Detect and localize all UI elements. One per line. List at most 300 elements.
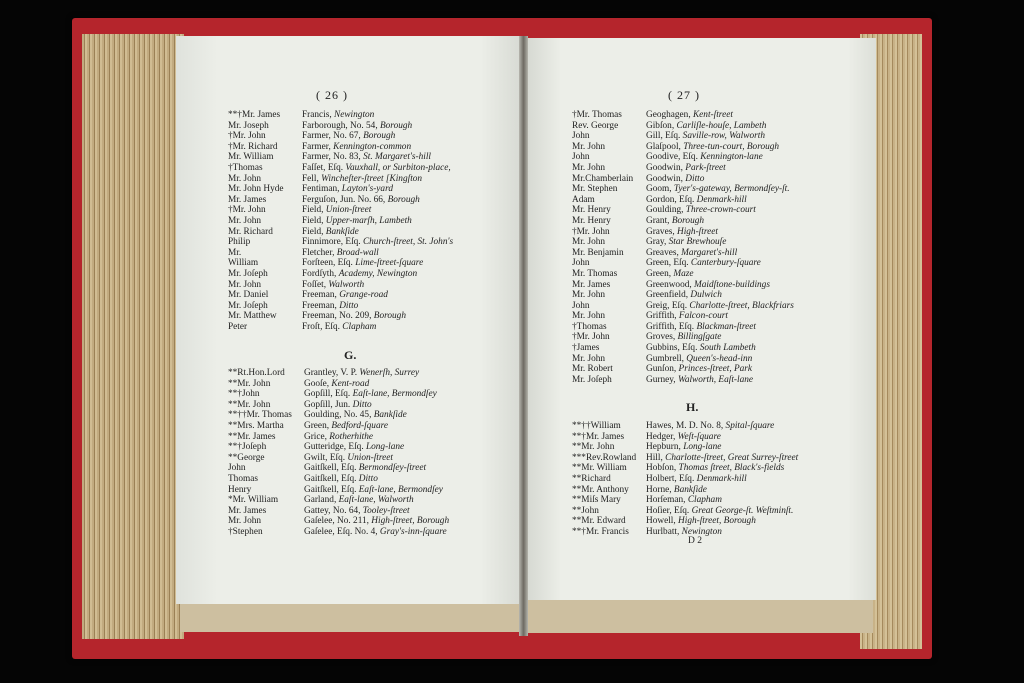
subscriber-detail bbox=[646, 453, 798, 464]
address-text: Ditto bbox=[358, 473, 378, 484]
surname-text: Gopſill, Eſq. bbox=[304, 389, 353, 400]
subscriber-name: **Mr. James bbox=[228, 431, 276, 442]
surname-text: Gaſelee, Eſq. No. 4, bbox=[304, 526, 380, 537]
subscriber-detail bbox=[304, 421, 388, 432]
surname-text: Freeman, No. 209, bbox=[302, 311, 374, 322]
address-text: Maidſtone-buildings bbox=[694, 279, 770, 290]
surname-text: Gooſe, bbox=[304, 378, 332, 389]
surname-text: Goodwin, bbox=[646, 162, 686, 173]
surname-text: Horne, bbox=[646, 484, 674, 495]
address-text: St. Margaret's-hill bbox=[363, 152, 432, 163]
address-text: High-ſtreet bbox=[676, 226, 718, 237]
subscriber-detail bbox=[302, 269, 417, 280]
address-text: Charlotte-ſtreet, Blackfriars bbox=[689, 300, 794, 311]
subscriber-name: Mr. Joseph bbox=[228, 120, 269, 131]
surname-text: Fletcher, bbox=[302, 247, 337, 258]
address-text: Falcon-court bbox=[678, 311, 728, 322]
address-text: Bermondſey-ſtreet bbox=[358, 463, 427, 474]
address-text: Gray's-inn-ſquare bbox=[379, 526, 447, 537]
subscriber-detail bbox=[302, 142, 411, 153]
subscriber-detail bbox=[304, 432, 373, 443]
subscriber-detail bbox=[646, 485, 707, 496]
subscriber-detail bbox=[304, 474, 378, 485]
subscriber-name: †Mr. John bbox=[572, 332, 610, 343]
subscriber-name: ***Rev.Rowland bbox=[572, 452, 637, 463]
surname-text: Field, bbox=[302, 226, 326, 237]
subscriber-name: Mr. Joſeph bbox=[228, 268, 268, 279]
subscriber-name: **Mr. William bbox=[572, 463, 627, 474]
subscriber-name: Mr. James bbox=[228, 505, 267, 516]
subscriber-name: Adam bbox=[572, 194, 595, 205]
surname-text: Hill, bbox=[646, 452, 666, 463]
subscriber-name: †Mr. Richard bbox=[228, 141, 278, 152]
surname-text: Green, bbox=[646, 268, 674, 279]
subscriber-name: Mr. John bbox=[228, 279, 262, 290]
address-text: Denmark-hill bbox=[696, 473, 747, 484]
address-text: Blackman-ſtreet bbox=[696, 321, 756, 332]
subscriber-name: **†Mr. James bbox=[228, 110, 281, 120]
surname-text: Froſt, Eſq. bbox=[302, 321, 343, 332]
subscriber-name: †Mr. Thomas bbox=[572, 110, 622, 120]
subscriber-name: Mr. John bbox=[572, 141, 606, 152]
surname-text: Grant, bbox=[646, 215, 672, 226]
subscriber-detail bbox=[646, 290, 722, 301]
subscriber-name: **†John bbox=[228, 389, 260, 400]
surname-text: Goulding, bbox=[646, 205, 686, 216]
subscriber-name: Mr. John bbox=[572, 353, 606, 364]
subscriber-detail bbox=[302, 311, 406, 322]
address-text: Vauxhall, or Surbiton-place, bbox=[345, 162, 451, 173]
surname-text: Griffith, bbox=[646, 311, 679, 322]
subscriber-name: Mr. Robert bbox=[572, 364, 613, 375]
surname-text: Griffith, Eſq. bbox=[646, 321, 697, 332]
subscriber-detail bbox=[302, 184, 393, 195]
subscriber-name: Mr. Henry bbox=[572, 215, 611, 226]
subscriber-detail bbox=[646, 163, 726, 174]
subscriber-name: Mr. John bbox=[228, 173, 262, 184]
subscriber-name: Mr. Thomas bbox=[572, 268, 618, 279]
surname-text: Freeman, bbox=[302, 300, 340, 311]
subscriber-name: †Thomas bbox=[228, 162, 263, 173]
subscriber-detail bbox=[646, 174, 704, 185]
surname-text: Gwilt, Eſq. bbox=[304, 452, 348, 463]
surname-text: Ferguſon, Jun. No. 66, bbox=[302, 194, 388, 205]
page-number-right: ( 27 ) bbox=[668, 88, 700, 102]
address-text: Newington bbox=[334, 110, 375, 120]
address-text: Broad-wall bbox=[336, 247, 379, 258]
right-page bbox=[526, 38, 876, 600]
subscriber-name: William bbox=[228, 258, 259, 269]
subscriber-detail bbox=[646, 354, 752, 365]
address-text: Kennington-common bbox=[333, 141, 412, 152]
subscriber-detail bbox=[646, 474, 747, 485]
subscriber-detail bbox=[304, 506, 410, 517]
subscriber-detail bbox=[304, 516, 449, 527]
surname-text: Greenfield, bbox=[646, 290, 691, 301]
surname-text: Glaſpool, bbox=[646, 141, 684, 152]
subscriber-detail bbox=[646, 269, 694, 280]
address-text: Walworth bbox=[328, 279, 365, 290]
surname-text: Garland, bbox=[304, 495, 339, 506]
subscriber-detail bbox=[304, 453, 393, 464]
address-text: Long-lane bbox=[365, 442, 405, 453]
subscriber-name: **†Joſeph bbox=[228, 442, 267, 453]
subscriber-name: Philip bbox=[228, 237, 251, 248]
surname-text: Freeman, bbox=[302, 290, 340, 301]
subscriber-name: Mr. Joſeph bbox=[572, 374, 612, 385]
underlying-pages-left bbox=[180, 600, 522, 632]
address-text: Church-ſtreet, St. John's bbox=[362, 237, 454, 248]
subscriber-name: Mr. John bbox=[572, 311, 606, 322]
surname-text: Goodive, Eſq. bbox=[646, 152, 701, 163]
subscriber-name: Mr. Benjamin bbox=[572, 247, 624, 258]
surname-text: Field, bbox=[302, 205, 326, 216]
surname-text: Green, bbox=[304, 420, 332, 431]
subscriber-detail bbox=[304, 442, 404, 453]
surname-text: Gutteridge, Eſq. bbox=[304, 442, 366, 453]
subscriber-detail bbox=[304, 389, 437, 400]
subscriber-detail bbox=[646, 121, 766, 132]
underlying-pages-right bbox=[528, 595, 873, 633]
surname-text: Finnimore, Eſq. bbox=[302, 237, 363, 248]
address-text: Wincheſter-ſtreet [Kingſton bbox=[321, 173, 423, 184]
surname-text: Farmer, No. 83, bbox=[302, 152, 364, 163]
address-text: Kennington-lane bbox=[700, 152, 763, 163]
subscriber-name: Mr. James bbox=[228, 194, 267, 205]
address-text: Ditto bbox=[339, 300, 359, 311]
address-text: Union-ſtreet bbox=[347, 452, 394, 463]
subscriber-detail bbox=[304, 379, 369, 390]
address-text: Three-tun-court, Borough bbox=[683, 141, 780, 152]
subscriber-name: *Mr. William bbox=[228, 495, 279, 506]
subscriber-name: Mr. Daniel bbox=[228, 290, 269, 301]
subscriber-name: Peter bbox=[228, 321, 248, 332]
subscriber-name: Mr. John Hyde bbox=[228, 184, 284, 195]
surname-text: Foſſet, bbox=[302, 279, 329, 290]
subscriber-name: John bbox=[572, 300, 590, 311]
subscriber-detail bbox=[646, 432, 721, 443]
subscriber-name: **Mr. Anthony bbox=[572, 484, 629, 495]
address-text: Billingſgate bbox=[677, 332, 722, 343]
address-text: Princes-ſtreet, Park bbox=[678, 364, 753, 375]
address-text: Borough bbox=[379, 120, 413, 131]
subscriber-detail bbox=[302, 280, 364, 291]
address-text: Bankſide bbox=[673, 484, 707, 495]
address-text: Kent-ſtreet bbox=[692, 110, 733, 120]
surname-text: Hepburn, bbox=[646, 442, 684, 453]
subscriber-detail bbox=[304, 485, 443, 496]
subscriber-name: John bbox=[228, 463, 246, 474]
surname-text: Greig, Eſq. bbox=[646, 300, 690, 311]
subscriber-name: †Stephen bbox=[228, 526, 263, 537]
subscriber-name: †Thomas bbox=[572, 321, 607, 332]
address-text: Borough bbox=[671, 215, 705, 226]
subscriber-name: **Mr. Edward bbox=[572, 516, 626, 527]
subscriber-name: John bbox=[572, 258, 590, 269]
surname-text: Fell, bbox=[302, 173, 322, 184]
subscriber-name: Mr. John bbox=[572, 237, 606, 248]
surname-text: Horſeman, bbox=[646, 495, 688, 506]
address-text: Ditto bbox=[352, 399, 372, 410]
subscriber-detail bbox=[304, 527, 447, 538]
subscriber-detail bbox=[646, 301, 794, 312]
subscriber-name: **Mr. John bbox=[572, 442, 615, 453]
subscriber-detail bbox=[304, 410, 407, 421]
address-text: Walworth, Eaſt-lane bbox=[677, 374, 754, 385]
address-text: Bedford-ſquare bbox=[331, 420, 389, 431]
surname-text: Greenwood, bbox=[646, 279, 695, 290]
book-gutter bbox=[519, 36, 528, 636]
subscriber-detail bbox=[646, 322, 756, 333]
subscriber-detail bbox=[302, 131, 395, 142]
subscriber-detail bbox=[646, 463, 784, 474]
subscriber-name: Mr. John bbox=[228, 215, 262, 226]
surname-text: Hurlbatt, bbox=[646, 526, 682, 537]
subscriber-detail bbox=[646, 495, 722, 506]
surname-text: Gumbrell, bbox=[646, 353, 687, 364]
surname-text: Holbert, Eſq. bbox=[646, 473, 697, 484]
surname-text: Gopſill, Jun. bbox=[304, 399, 353, 410]
subscriber-name: †Mr. John bbox=[572, 226, 610, 237]
surname-text: Green, Eſq. bbox=[646, 258, 691, 269]
address-text: Borough bbox=[373, 311, 406, 322]
address-text: Kent-road bbox=[331, 378, 370, 389]
subscriber-name: John bbox=[572, 131, 590, 142]
surname-text: Hawes, M. D. No. 8, bbox=[646, 421, 726, 431]
subscriber-name: Mr. John bbox=[228, 516, 262, 527]
surname-text: Gurney, bbox=[646, 374, 678, 385]
subscriber-detail bbox=[302, 110, 374, 121]
address-text: Great George-ſt. Weſtminſt. bbox=[691, 505, 794, 516]
surname-text: Groves, bbox=[646, 332, 678, 343]
address-text: Borough bbox=[363, 131, 396, 142]
left-page bbox=[176, 36, 522, 604]
surname-text: Goodwin, bbox=[646, 173, 686, 184]
subscriber-detail bbox=[302, 195, 420, 206]
surname-text: Goulding, No. 45, bbox=[304, 410, 374, 421]
subscriber-detail bbox=[646, 364, 752, 375]
surname-text: Francis, bbox=[302, 110, 335, 120]
surname-text: Gubbins, Eſq. bbox=[646, 343, 700, 354]
subscriber-detail bbox=[304, 400, 372, 411]
subscriber-name: **Mrs. Martha bbox=[228, 420, 284, 431]
surname-text: Farmer, No. 67, bbox=[302, 131, 364, 142]
address-text: Clapham bbox=[342, 321, 377, 332]
address-text: Park-ſtreet bbox=[685, 162, 726, 173]
subscriber-name: †James bbox=[572, 343, 600, 354]
surname-text: Gordon, Eſq. bbox=[646, 194, 697, 205]
subscriber-detail bbox=[304, 368, 419, 379]
address-text: Weſt-ſquare bbox=[677, 431, 721, 442]
subscriber-detail bbox=[302, 248, 379, 259]
subscriber-detail bbox=[646, 110, 733, 121]
subscriber-detail bbox=[302, 163, 451, 174]
surname-text: Gattey, No. 64, bbox=[304, 505, 363, 516]
subscriber-detail bbox=[646, 280, 770, 291]
subscriber-detail bbox=[302, 205, 371, 216]
subscriber-detail bbox=[646, 258, 761, 269]
subscriber-detail bbox=[646, 216, 704, 227]
address-text: Maze bbox=[673, 268, 694, 279]
subscriber-detail bbox=[302, 290, 388, 301]
address-text: Bankſide bbox=[325, 226, 359, 237]
subscriber-name: **Mr. John bbox=[228, 378, 271, 389]
surname-text: Fordſyth, bbox=[302, 268, 339, 279]
subscriber-name: **†Mr. Francis bbox=[572, 526, 629, 537]
address-text: Margaret's-hill bbox=[681, 247, 738, 258]
subscriber-name: **John bbox=[572, 505, 599, 516]
address-text: Wenerſh, Surrey bbox=[359, 368, 420, 378]
subscriber-detail bbox=[646, 152, 763, 163]
surname-text: Howell, bbox=[646, 516, 679, 527]
subscriber-name: Mr.Chamberlain bbox=[572, 173, 634, 184]
address-text: Ditto bbox=[685, 173, 705, 184]
subscriber-detail bbox=[646, 205, 756, 216]
subscriber-name: †Mr. John bbox=[228, 205, 266, 216]
surname-text: Field, bbox=[302, 215, 326, 226]
subscriber-name: **†Mr. James bbox=[572, 431, 625, 442]
surname-text: Hoſier, Eſq. bbox=[646, 505, 692, 516]
address-text: Eaſt-lane, Bermondſey bbox=[358, 484, 443, 495]
subscriber-name: Mr. James bbox=[572, 279, 611, 290]
surname-text: Gray, bbox=[646, 237, 669, 248]
subscriber-detail bbox=[646, 311, 728, 322]
surname-text: Graves, bbox=[646, 226, 677, 237]
subscriber-detail bbox=[302, 152, 431, 163]
surname-text: Gibſon, bbox=[646, 120, 677, 131]
subscriber-name: **Rt.Hon.Lord bbox=[228, 368, 285, 378]
subscriber-detail bbox=[646, 142, 779, 153]
subscriber-name: **Miſs Mary bbox=[572, 495, 621, 506]
surname-text: Fentiman, bbox=[302, 184, 342, 195]
surname-text: Hobſon, bbox=[646, 463, 679, 474]
subscriber-name: Mr. bbox=[228, 247, 242, 258]
subscriber-detail bbox=[646, 343, 756, 354]
subscriber-detail bbox=[646, 131, 765, 142]
address-text: Newington bbox=[681, 526, 722, 537]
address-text: Star Brewhouſe bbox=[668, 237, 727, 248]
subscriber-detail bbox=[302, 216, 412, 227]
surname-text: Greaves, bbox=[646, 247, 682, 258]
subscriber-name: †Mr. John bbox=[228, 131, 266, 142]
surname-text: Gaitſkell, Eſq. bbox=[304, 473, 359, 484]
subscriber-detail bbox=[646, 516, 756, 527]
subscriber-detail bbox=[646, 184, 790, 195]
subscriber-detail bbox=[302, 258, 423, 269]
address-text: Clapham bbox=[687, 495, 722, 506]
address-text: Carliſle-houſe, Lambeth bbox=[676, 120, 767, 131]
surname-text: Farmer, bbox=[302, 141, 334, 152]
section-heading-g: G. bbox=[344, 348, 357, 362]
surname-text: Grantley, V. P. bbox=[304, 368, 360, 378]
subscriber-detail bbox=[302, 322, 376, 333]
address-text: Union-ſtreet bbox=[325, 205, 372, 216]
subscriber-name: Mr. John bbox=[572, 162, 606, 173]
address-text: Eaſt-lane, Bermondſey bbox=[352, 389, 437, 400]
subscriber-detail bbox=[646, 195, 747, 206]
surname-text: Hedger, bbox=[646, 431, 678, 442]
subscriber-name: Thomas bbox=[228, 473, 258, 484]
subscriber-name: **††Mr. Thomas bbox=[228, 410, 292, 421]
surname-text: Gaitſkell, Eſq. bbox=[304, 484, 359, 495]
subscriber-name: **George bbox=[228, 452, 265, 463]
subscriber-detail bbox=[646, 237, 726, 248]
subscriber-detail bbox=[646, 227, 718, 238]
address-text: Tooley-ſtreet bbox=[362, 505, 410, 516]
surname-text: Grice, bbox=[304, 431, 330, 442]
subscriber-detail bbox=[302, 227, 359, 238]
page-edges-left bbox=[82, 34, 184, 639]
subscriber-detail bbox=[304, 463, 426, 474]
address-text: Dulwich bbox=[690, 290, 722, 301]
address-text: Grange-road bbox=[339, 290, 388, 301]
address-text: Borough bbox=[387, 194, 420, 205]
subscriber-name: Henry bbox=[228, 484, 252, 495]
subscriber-detail bbox=[304, 495, 414, 506]
subscriber-detail bbox=[302, 301, 358, 312]
address-text: Tyer's-gateway, Bermondſey-ſt. bbox=[673, 184, 790, 195]
surname-text: Forſteen, Eſq. bbox=[302, 258, 356, 269]
subscriber-name: Mr. John bbox=[572, 290, 606, 301]
subscriber-name: **Mr. John bbox=[228, 399, 271, 410]
subscriber-name: Mr. Joſeph bbox=[228, 300, 268, 311]
subscriber-detail bbox=[646, 506, 793, 517]
address-text: Canterbury-ſquare bbox=[690, 258, 761, 269]
surname-text: Faſſet, Eſq. bbox=[302, 162, 346, 173]
subscriber-detail bbox=[646, 527, 722, 538]
subscriber-name: **Richard bbox=[572, 473, 611, 484]
surname-text: Gaſelee, No. 211, bbox=[304, 516, 372, 527]
address-text: Eaſt-lane, Walworth bbox=[338, 495, 414, 506]
address-text: Charlotte-ſtreet, Great Surrey-ſtreet bbox=[665, 452, 799, 463]
address-text: Upper-marſh, Lambeth bbox=[325, 215, 412, 226]
surname-text: Gunſon, bbox=[646, 364, 679, 375]
subscriber-detail bbox=[302, 174, 422, 185]
address-text: Saville-row, Walworth bbox=[682, 131, 765, 142]
subscriber-detail bbox=[302, 121, 412, 132]
subscriber-detail bbox=[646, 332, 721, 343]
address-text: Layton's-yard bbox=[341, 184, 394, 195]
address-text: Long-lane bbox=[683, 442, 722, 453]
section-heading-h: H. bbox=[686, 400, 699, 414]
subscriber-detail bbox=[302, 237, 453, 248]
address-text: High-ſtreet, Borough bbox=[371, 516, 450, 527]
surname-text: Farborough, No. 54, bbox=[302, 120, 380, 131]
address-text: Academy, Newington bbox=[338, 268, 418, 279]
subscriber-name: Mr. William bbox=[228, 152, 274, 163]
surname-text: Geoghagen, bbox=[646, 110, 693, 120]
address-text: Queen's-head-inn bbox=[686, 353, 753, 364]
page-number-left: ( 26 ) bbox=[316, 88, 348, 102]
subscriber-name: John bbox=[572, 152, 590, 163]
subscriber-name: Rev. George bbox=[572, 120, 619, 131]
subscriber-name: Mr. Richard bbox=[228, 226, 273, 237]
address-text: Lime-ſtreet-ſquare bbox=[355, 258, 424, 269]
subscriber-detail bbox=[646, 375, 753, 386]
address-text: Denmark-hill bbox=[696, 194, 747, 205]
subscriber-detail bbox=[646, 442, 721, 453]
address-text: Thomas ſtreet, Black's-fields bbox=[678, 463, 785, 474]
subscriber-name: Mr. Stephen bbox=[572, 184, 618, 195]
surname-text: Gaitſkell, Eſq. bbox=[304, 463, 359, 474]
address-text: Spital-ſquare bbox=[725, 421, 775, 431]
address-text: Three-crown-court bbox=[685, 205, 756, 216]
address-text: Bankſide bbox=[373, 410, 407, 421]
address-text: Rotherhithe bbox=[329, 431, 374, 442]
subscriber-detail bbox=[646, 248, 737, 259]
signature-mark: D 2 bbox=[688, 536, 702, 546]
surname-text: Gill, Eſq. bbox=[646, 131, 683, 142]
